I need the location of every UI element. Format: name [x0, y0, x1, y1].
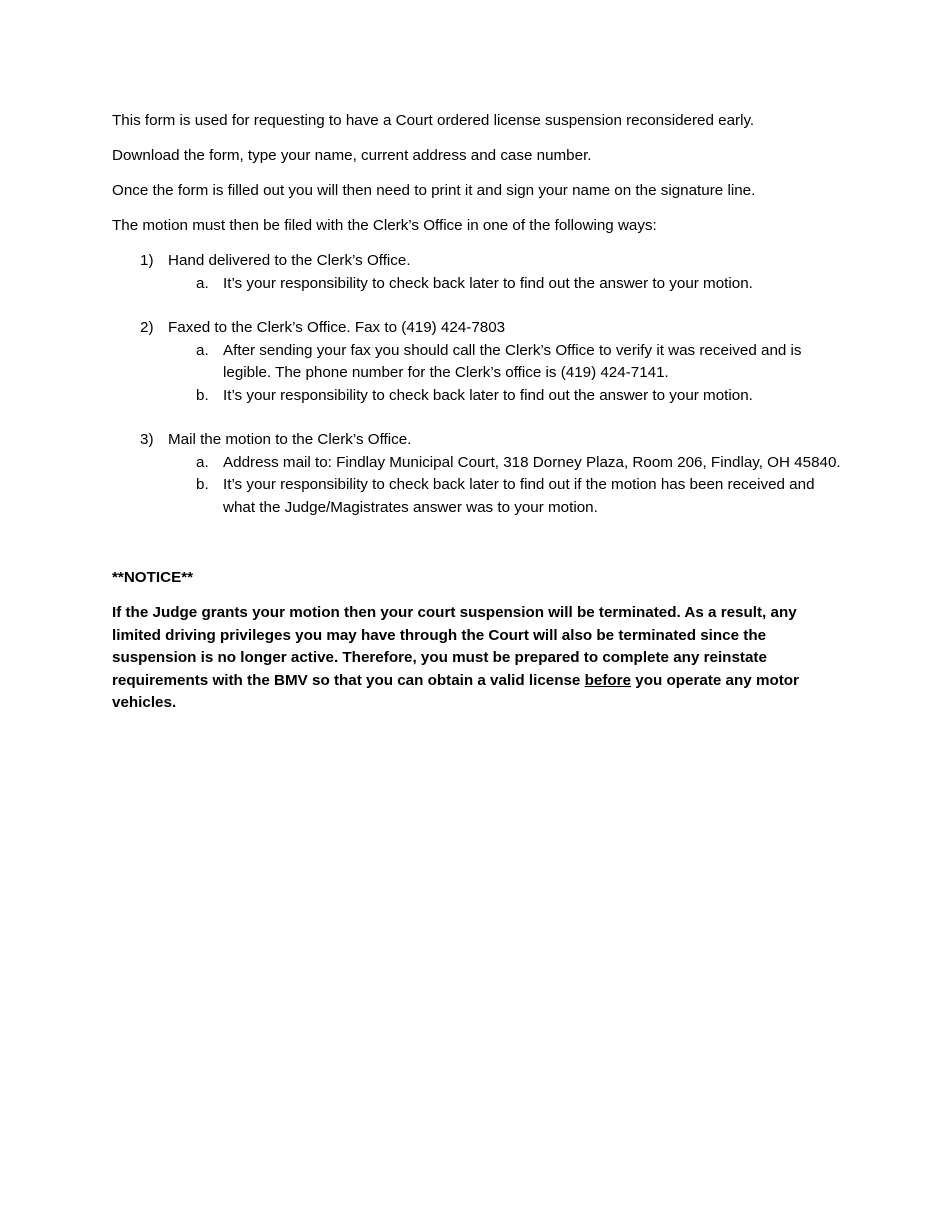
notice-body [112, 602, 847, 715]
sub-list-text: Address mail to: Findlay Municipal Court, 318 Dorney Plaza, Room 206, Findlay, OH 45840. [223, 453, 841, 471]
document-page [112, 110, 847, 715]
filing-method-fax [112, 317, 847, 407]
sub-list-item [112, 452, 847, 475]
sub-list-letter: a. [196, 274, 209, 292]
intro-paragraph-download: Download the form, type your name, current address and case number. [112, 147, 592, 164]
list-number: 1) [140, 252, 154, 269]
notice-body-text: If the Judge grants your motion then your court suspension will be terminated. As a result, any limited driving privileges you may have through the Court will also be terminated since the suspension is no longer active. Therefore, you must be prepared to complete any reinstate requirements with the BMV so that you can obtain a valid license [112, 604, 797, 689]
sub-list-item [112, 474, 847, 519]
sub-list-letter: b. [196, 476, 209, 493]
sub-list-letter: a. [196, 453, 209, 471]
sub-list-item [112, 340, 847, 385]
list-item-text: Hand delivered to the Clerk’s Office. [168, 252, 411, 269]
filing-method-mail [112, 429, 847, 519]
sub-list [112, 273, 847, 296]
intro-paragraph-purpose: This form is used for requesting to have a Court ordered license suspension reconsidered early. [112, 112, 755, 129]
intro-paragraph-filing: The motion must then be filed with the Clerk’s Office in one of the following ways: [112, 217, 657, 234]
list-number: 2) [140, 319, 154, 336]
intro-paragraph-sign: Once the form is filled out you will then need to print it and sign your name on the signature line. [112, 182, 756, 199]
sub-list-item [112, 273, 847, 296]
sub-list-item [112, 385, 847, 408]
sub-list-letter: a. [196, 341, 209, 359]
sub-list [112, 340, 847, 408]
notice-heading: **NOTICE** [112, 569, 194, 586]
sub-list-letter: b. [196, 386, 209, 404]
list-item-text: Faxed to the Clerk’s Office. Fax to (419) 424-7803 [168, 319, 506, 336]
sub-list-text: After sending your fax you should call the Clerk’s Office to verify it was received and is legible. The phone number for the Clerk’s office is (419) 424-7141. [223, 341, 802, 381]
sub-list-text: It’s your responsibility to check back later to find out the answer to your motion. [223, 386, 753, 404]
filing-method-hand-delivered [112, 250, 847, 295]
list-item-text: Mail the motion to the Clerk’s Office. [168, 431, 412, 448]
sub-list [112, 452, 847, 520]
list-number: 3) [140, 431, 154, 448]
filing-methods-list [112, 250, 847, 519]
sub-list-text: It’s your responsibility to check back later to find out the answer to your motion. [223, 274, 753, 292]
notice-emphasis-before: before [584, 671, 632, 689]
notice-body-ending: you operate any motor vehicles. [112, 671, 799, 711]
sub-list-text: It’s your responsibility to check back later to find out if the motion has been received and what the Judge/Magistrates answer was to your motion. [223, 476, 815, 516]
